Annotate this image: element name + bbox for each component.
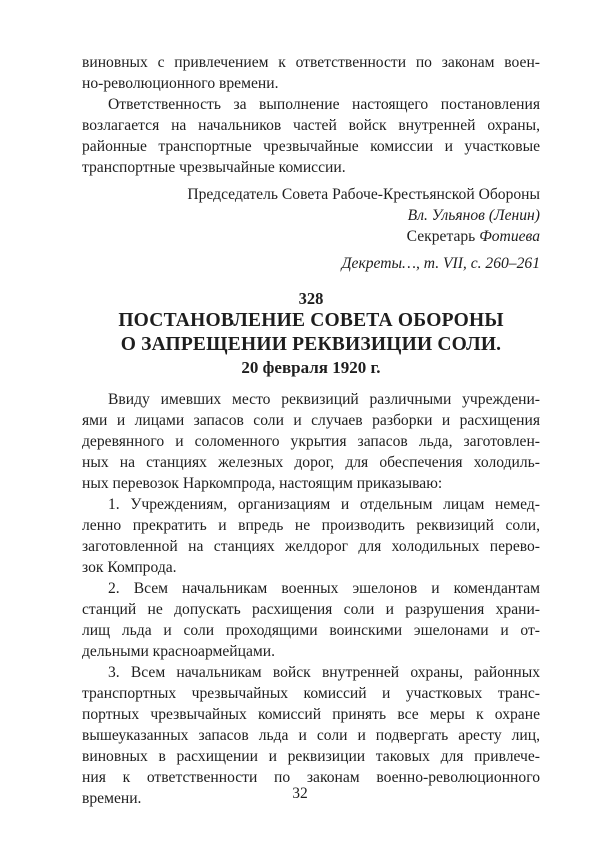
text-line: деревянного и соломенного укрытия запасов льда, заготовлен- <box>82 433 540 450</box>
secretary-title: Секретарь <box>406 228 476 245</box>
text-line: 2. Всем начальникам военных эшелонов и комендантам <box>108 580 540 597</box>
signature-block <box>82 184 540 274</box>
item-2-paragraph <box>82 578 540 662</box>
intro-paragraph <box>82 52 540 94</box>
text-line: Ответственность за выполнение настоящего постановления <box>108 96 540 113</box>
chairman-name: Вл. Ульянов (Ленин) <box>407 207 540 224</box>
text-line: транспортных чрезвычайных комиссий и участковых транс- <box>82 685 540 702</box>
text-line: дельными красноармейцами. <box>82 643 276 660</box>
document-number: 328 <box>298 289 324 308</box>
text-line: виновных в расхищении и реквизиции таковых для привлече- <box>82 748 540 765</box>
text-line: станций не допускать расхищения соли и разрушения храни- <box>82 601 540 618</box>
text-line: ленно прекратить и впредь не производить реквизиций соли, <box>82 517 540 534</box>
text-line: 1. Учреждениям, организациям и отдельным лицам немед- <box>108 496 540 513</box>
document-heading <box>82 289 540 379</box>
text-line: времени. <box>82 790 142 807</box>
secretary-name: Фотиева <box>479 228 540 245</box>
preamble-paragraph <box>82 389 540 494</box>
document-title-line-2: О ЗАПРЕЩЕНИИ РЕКВИЗИЦИИ СОЛИ. <box>120 334 502 355</box>
text-line: ния к ответственности по законам военно-революционного <box>82 769 540 786</box>
document-date: 20 февраля 1920 г. <box>241 358 381 377</box>
text-line: ных на станциях железных дорог, для обеспечения холодиль- <box>82 454 540 471</box>
text-line: районные транспортные чрезвычайные комиссии и участковые <box>82 138 540 155</box>
text-line: лищ льда и соли проходящими воинскими эшелонами и от- <box>82 622 540 639</box>
text-line: заготовленной на станциях желдорог для холодильных перево- <box>82 538 540 555</box>
text-line: вышеуказанных запасов льда и соли и подвергать аресту лиц, <box>82 727 540 744</box>
text-line: ями и лицами запасов соли и случаев разборки и расхищения <box>82 412 540 429</box>
text-line: но-революционного времени. <box>82 75 279 92</box>
text-line: портных чрезвычайных комиссий принять все меры к охране <box>82 706 540 723</box>
text-line: зок Компрода. <box>82 559 177 576</box>
responsibility-paragraph <box>82 94 540 178</box>
item-1-paragraph <box>82 494 540 578</box>
text-line: ных перевозок Наркомпрода, настоящим приказываю: <box>82 475 443 492</box>
source-reference: Декреты…, т. VII, с. 260–261 <box>341 255 540 272</box>
chairman-title: Председатель Совета Рабоче-Крестьянской Обороны <box>187 186 540 203</box>
secretary-line <box>82 226 540 247</box>
page-number: 32 <box>292 785 308 802</box>
text-line: 3. Всем начальникам войск внутренней охраны, районных <box>108 664 540 681</box>
document-title-line-1: ПОСТАНОВЛЕНИЕ СОВЕТА ОБОРОНЫ <box>118 310 504 331</box>
document-page <box>82 52 540 809</box>
text-line: виновных с привлечением к ответственности по законам воен- <box>82 54 540 71</box>
text-line: транспортные чрезвычайные комиссии. <box>82 159 346 176</box>
text-line: возлагается на начальников частей войск внутренней охраны, <box>82 117 540 134</box>
text-line: Ввиду имевших место реквизиций различными учреждени- <box>108 391 540 408</box>
